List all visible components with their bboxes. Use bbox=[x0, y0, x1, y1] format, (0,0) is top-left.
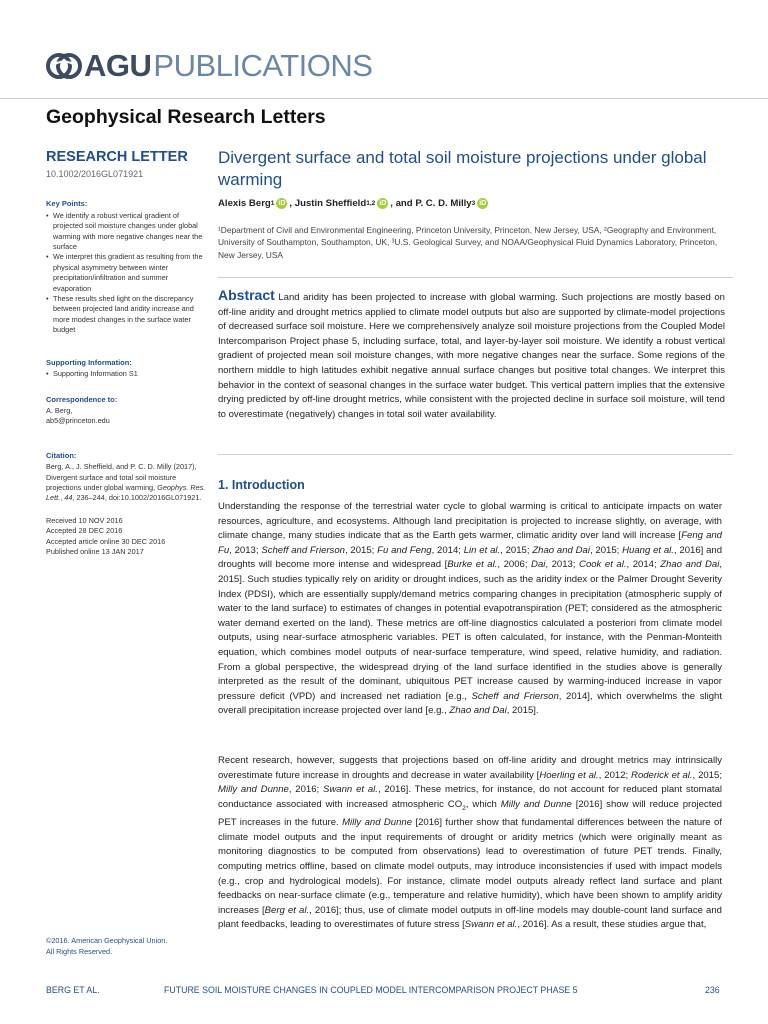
left-sidebar bbox=[46, 148, 206, 557]
orcid-icon[interactable]: iD bbox=[278, 200, 286, 207]
abstract-text: Land aridity has been projected to increase with global warming. Such projections are mostly based on off-line aridity and drought metrics applied to climate model outputs but also are supported by climate-model projections of decreased surface soil moisture. Here we comprehensively analyze soil moisture projections from the Coupled Model Intercomparison Project phase 5, including surface, total, and layer-by-layer soil moisture. We identify a robust vertical gradient of projected mean soil moisture changes, with more negative changes near the surface. Some regions of the northern middle to high latitudes exhibit negative annual surface changes but positive total changes. We interpret this behavior in the context of seasonal changes in the surface water budget. This vertical pattern implies that the extensive drying predicted by off-line drought metrics, while consistent with the projected decline in surface soil moisture, will tend to overestimate (negatively) changes in total soil water availability. bbox=[218, 292, 725, 420]
logo-agu-text: AGU bbox=[84, 48, 152, 83]
supporting-info-link[interactable]: • Supporting Information S1 bbox=[46, 369, 206, 379]
intro-paragraph-1: Understanding the response of the terrestrial water cycle to global warming is critical to anticipate impacts on water resources, agriculture, and ecosystems. Although land precipitation is projected to increase slightly, on average, with climate change, many studies indicate that as the Earth gets warmer, climatic aridity over land will increase [Feng and Fu, 2013; Scheff and Frierson, 2015; Fu and Feng, 2014; Lin et al., 2015; Zhao and Dai, 2015; Huang et al., 2016] and droughts will become more intense and widespread [Burke et al., 2006; Dai, 2013; Cook et al., 2014; Zhao and Dai, 2015]. Such studies typically rely on aridity or drought indices, such as the aridity index or the Palmer Drought Severity Index (PDSI), which are essentially supply/demand metrics comparing changes in precipitation (atmospheric supply of water to the land surface) to estimates of changes in potential evapotranspiration (PET; considered as the atmospheric water demand exerted on the land). These metrics are off-line diagnostics calculated a posteriori from climate model outputs, using near-surface atmospheric variables. PET is often calculated, for instance, with the Penman-Monteith equation, which combines model outputs of near-surface temperature, wind speed, relative humidity, and radiation. From a global perspective, the widespread drying of the land surface identified in the studies above is generally interpreted as the result of the dominant, ubiquitous PET increase caused by warming-induced increase in vapor pressure deficit (VPD) and increased net radiation [e.g., Scheff and Frierson, 2014], which overwhelms the slight overall precipitation increase projected over land [e.g., Zhao and Dai, 2015]. bbox=[218, 501, 723, 717]
list-item: • These results shed light on the discrepancy between projected land aridity increase and more modest changes in the surface water budget bbox=[46, 294, 206, 336]
key-points-list bbox=[46, 211, 206, 336]
list-item: • We identify a robust vertical gradient of projected soil moisture changes under global warming with more negative changes near the surface bbox=[46, 211, 206, 253]
correspondence-name: A. Berg, bbox=[46, 405, 73, 415]
author-separator: , and bbox=[390, 198, 416, 209]
author-name: Justin Sheffield bbox=[294, 198, 367, 209]
author-affiliation-mark: 1 bbox=[270, 200, 275, 207]
author-separator: , bbox=[289, 198, 295, 209]
supporting-info-list bbox=[46, 369, 206, 379]
author-affiliation-mark: 1,2 bbox=[366, 200, 376, 207]
section-heading-introduction: 1. Introduction bbox=[218, 478, 305, 492]
abstract bbox=[218, 288, 725, 422]
copyright-line: ©2016. American Geophysical Union. bbox=[46, 936, 168, 945]
orcid-icon[interactable]: iD bbox=[479, 200, 487, 207]
logo-publications-text: PUBLICATIONS bbox=[153, 48, 373, 83]
affiliations: ¹Department of Civil and Environmental Engineering, Princeton University, Princeton, New Jersey, USA, ²Geography and Environment, University of Southampton, Southampton, UK, ³U.S. Geological Survey, and NOAA/Geophysical Fluid Dynamics Laboratory, Princeton, New Jersey, USA bbox=[218, 225, 718, 260]
published-online-date: Published online 13 JAN 2017 bbox=[46, 546, 144, 556]
author-name: Alexis Berg bbox=[218, 198, 271, 209]
key-points-heading: Key Points: bbox=[46, 199, 88, 209]
affiliations-divider bbox=[218, 277, 733, 278]
agu-publications-logo bbox=[46, 46, 372, 86]
accepted-date: Accepted 28 DEC 2016 bbox=[46, 526, 123, 536]
article-type: RESEARCH LETTER bbox=[46, 149, 188, 165]
abstract-label: Abstract bbox=[218, 287, 275, 303]
orcid-icon[interactable]: iD bbox=[379, 200, 387, 207]
agu-globe-logo-icon bbox=[46, 51, 82, 81]
journal-title: Geophysical Research Letters bbox=[46, 106, 326, 128]
page-number: 236 bbox=[705, 985, 720, 995]
abstract-divider bbox=[218, 454, 733, 455]
header-divider bbox=[0, 98, 768, 99]
author-list bbox=[218, 198, 738, 209]
rights-line: All Rights Reserved. bbox=[46, 946, 113, 956]
article-title: Divergent surface and total soil moisture projections under global warming bbox=[218, 148, 707, 189]
author-affiliation-mark: 3 bbox=[471, 200, 476, 207]
copyright-notice bbox=[46, 936, 211, 957]
author-name: P. C. D. Milly bbox=[415, 198, 472, 209]
correspondence-heading: Correspondence to: bbox=[46, 394, 118, 404]
list-item: • We interpret this gradient as resulting from the physical asymmetry between winter precipitation/infiltration and summer evaporation bbox=[46, 252, 206, 294]
accepted-online-date: Accepted article online 30 DEC 2016 bbox=[46, 536, 166, 546]
citation-heading: Citation: bbox=[46, 450, 77, 460]
intro-paragraph-2: Recent research, however, suggests that projections based on off-line aridity and drought metrics may intrinsically overestimate future increase in droughts and decrease in water availability [Hoerling et al., 2012; Roderick et al., 2015; Milly and Dunne, 2016; Swann et al., 2016]. These metrics, for instance, do not account for reduced plant stomatal conductance associated with increased atmospheric $CO_2$, which Milly and Dunne [2016] show will reduce projected PET increases in the future. Milly and Dunne [2016] further show that fundamental differences between the nature of climate model outputs and the input requirements of drought or aridity metrics (which were originally meant as monitoring diagnostics to be computed from observations) lead to overestimation of future PET trends. Finally, computing metrics offline, based on climate model outputs, may introduce inconsistencies if used with impact models (e.g., crop and hydrological models). For instance, climate model outputs already reflect land surface and plant feedbacks on near-surface climate (e.g., temperature and relative humidity), which have been shown to amplify aridity increases [Berg et al., 2016]; thus, use of climate model outputs in off-line models may double-count land surface and plant feedbacks, leading to overestimates of future stress [Swann et al., 2016]. As a result, these studies argue that, bbox=[218, 755, 723, 931]
correspondence-email[interactable]: ab5@princeton.edu bbox=[46, 416, 110, 426]
received-date: Received 10 NOV 2016 bbox=[46, 515, 123, 525]
supporting-info-heading: Supporting Information: bbox=[46, 357, 132, 367]
doi-link[interactable]: 10.1002/2016GL071921 bbox=[46, 169, 144, 179]
footer-running-title: FUTURE SOIL MOISTURE CHANGES IN COUPLED MODEL INTERCOMPARISON PROJECT PHASE 5 bbox=[164, 985, 578, 995]
footer-authors: BERG ET AL. bbox=[46, 985, 100, 995]
publication-dates bbox=[46, 516, 206, 558]
citation-text: Berg, A., J. Sheffield, and P. C. D. Milly (2017), Divergent surface and total soil moisture projections under global warming, Geophys. Res. Lett., 44, 236–244, doi:10.1002/2016GL071921. bbox=[46, 462, 206, 503]
